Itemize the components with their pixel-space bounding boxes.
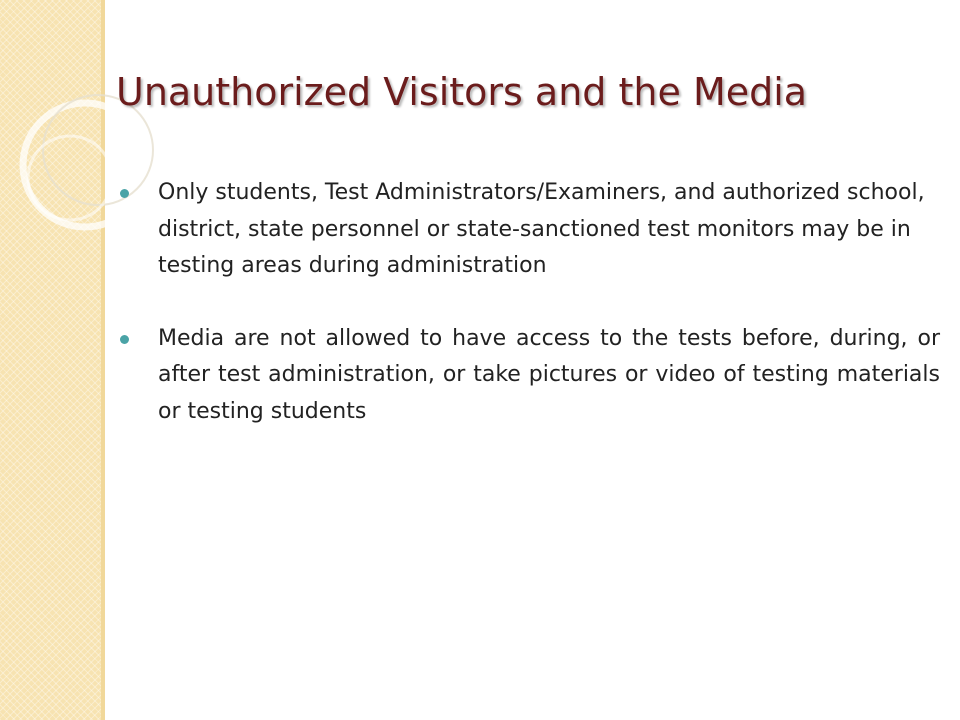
- bullet-marker-icon: [120, 335, 129, 344]
- bullet-marker-icon: [120, 189, 129, 198]
- bullet-list: [120, 175, 940, 430]
- slide-title: Unauthorized Visitors and the Media: [116, 70, 808, 114]
- bullet-item: [120, 321, 940, 431]
- bullet-item: [120, 175, 940, 285]
- bullet-text: Only students, Test Administrators/Examiners, and authorized school, district, state personnel or state-sanctioned test monitors may be in testing areas during administration: [158, 180, 925, 278]
- bullet-text: Media are not allowed to have access to the tests before, during, or after test administration, or take pictures or video of testing materials or testing students: [158, 325, 940, 424]
